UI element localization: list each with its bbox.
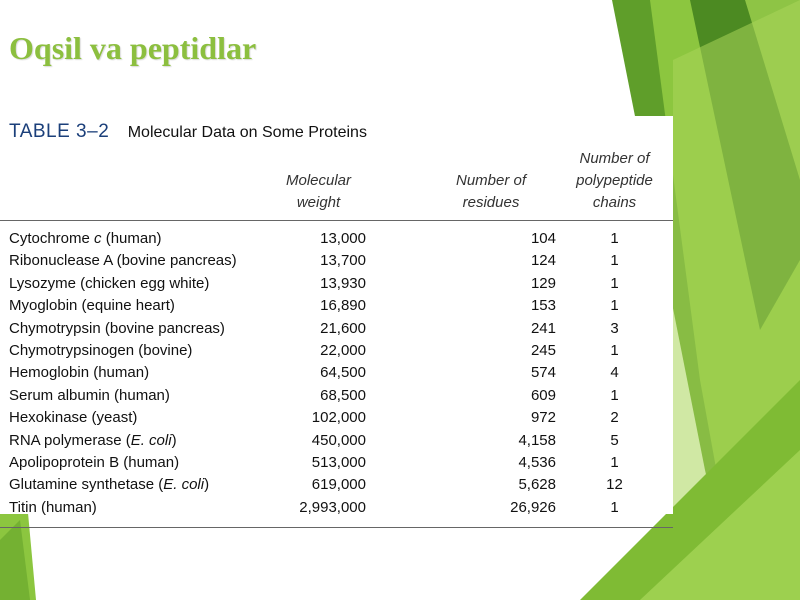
protein-name: Apolipoprotein B (human) <box>9 454 180 472</box>
molecular-weight-cell: 13,930 <box>320 274 366 292</box>
chains-cell: 1 <box>610 386 619 404</box>
table-header-row <box>0 144 673 221</box>
protein-name: Ribonuclease A (bovine pancreas) <box>9 252 237 270</box>
protein-name: Chymotrypsinogen (bovine) <box>9 342 193 360</box>
protein-name: Titin (human) <box>9 498 97 516</box>
residues-cell: 241 <box>530 319 556 337</box>
molecular-weight-cell: 619,000 <box>311 476 366 494</box>
column-header-line: Number of <box>455 172 527 189</box>
chains-cell: 2 <box>610 409 619 427</box>
column-header-line: Number of <box>579 150 650 167</box>
column-header-protein <box>0 144 271 221</box>
column-header-residues <box>366 144 556 221</box>
protein-name: Lysozyme (chicken egg white) <box>9 274 210 292</box>
residues-cell: 972 <box>530 409 556 427</box>
table-heading <box>9 121 367 143</box>
residues-cell: 104 <box>530 230 556 247</box>
protein-name: Cytochrome <box>9 230 95 247</box>
column-header-line: polypeptide chains <box>576 172 653 211</box>
slide-title: Oqsil va peptidlar <box>9 30 257 66</box>
protein-name-tail: (human) <box>101 230 162 247</box>
protein-name-cell <box>0 295 271 317</box>
protein-name-cell <box>0 407 271 429</box>
table-panel <box>0 116 673 514</box>
table-row <box>0 362 673 384</box>
protein-name: Myoglobin (equine heart) <box>9 297 175 315</box>
chains-cell: 1 <box>610 230 619 247</box>
chains-cell: 1 <box>556 497 673 528</box>
protein-name-italic: c <box>94 230 102 247</box>
molecular-weight-cell: 513,000 <box>311 454 366 472</box>
protein-name-cell <box>0 497 271 528</box>
molecular-weight-cell: 450,000 <box>311 431 366 449</box>
molecular-weight-cell: 22,000 <box>320 342 366 360</box>
table-number: TABLE 3–2 <box>9 121 110 142</box>
chains-cell: 12 <box>606 476 623 494</box>
protein-name: Serum albumin (human) <box>9 386 170 404</box>
protein-name-cell <box>0 318 271 340</box>
protein-name-cell <box>0 250 271 272</box>
molecular-weight-cell: 2,993,000 <box>271 497 366 528</box>
molecular-weight-cell: 68,500 <box>320 386 366 404</box>
table-row <box>0 407 673 429</box>
table-row <box>0 340 673 362</box>
chains-cell: 3 <box>610 319 619 337</box>
column-header-molecular-weight <box>271 144 366 221</box>
molecular-weight-cell: 13,000 <box>320 230 366 247</box>
molecular-weight-cell: 16,890 <box>320 297 366 315</box>
residues-cell: 5,628 <box>518 476 556 494</box>
table-row <box>0 273 673 295</box>
table-row <box>0 221 673 251</box>
column-header-line: residues <box>462 194 520 211</box>
table-row <box>0 295 673 317</box>
table-row <box>0 452 673 474</box>
residues-cell: 609 <box>530 386 556 404</box>
protein-name-italic: E. coli <box>130 431 172 449</box>
protein-name: Chymotrypsin (bovine pancreas) <box>9 319 225 337</box>
chains-cell: 1 <box>610 252 619 270</box>
molecular-weight-cell: 21,600 <box>320 319 366 337</box>
protein-name-tail: ) <box>171 431 177 449</box>
column-header-chains <box>556 144 673 221</box>
protein-name-cell <box>0 452 271 474</box>
residues-cell: 124 <box>530 252 556 270</box>
chains-cell: 5 <box>610 431 619 449</box>
protein-name-cell <box>0 430 271 452</box>
protein-name-cell <box>0 385 271 407</box>
protein-name-cell <box>0 362 271 384</box>
molecular-weight-cell: 102,000 <box>311 409 366 427</box>
table-row <box>0 474 673 496</box>
chains-cell: 1 <box>610 274 619 292</box>
protein-name: RNA polymerase ( <box>9 431 131 449</box>
table-caption: Molecular Data on Some Proteins <box>127 124 367 141</box>
protein-name: Hemoglobin (human) <box>9 364 150 382</box>
protein-name-cell <box>0 474 271 496</box>
chains-cell: 1 <box>610 342 619 360</box>
residues-cell: 4,158 <box>518 431 556 449</box>
chains-cell: 4 <box>610 364 619 382</box>
residues-cell: 153 <box>530 297 556 315</box>
table-row <box>0 430 673 452</box>
chains-cell: 1 <box>610 454 619 472</box>
table-body <box>0 221 673 528</box>
residues-cell: 4,536 <box>518 454 556 472</box>
table-row <box>0 385 673 407</box>
column-header-line: Molecular <box>285 172 352 189</box>
protein-name: Hexokinase (yeast) <box>9 409 138 427</box>
table-row <box>0 497 673 528</box>
protein-table <box>0 144 673 528</box>
residues-cell: 245 <box>530 342 556 360</box>
table-row <box>0 250 673 272</box>
protein-name-cell <box>0 273 271 295</box>
table-row <box>0 318 673 340</box>
residues-cell: 26,926 <box>366 497 556 528</box>
protein-name-italic: E. coli <box>163 476 205 494</box>
protein-name-tail: ) <box>204 476 210 494</box>
column-header-line: weight <box>296 194 341 211</box>
protein-name: Glutamine synthetase ( <box>9 476 164 494</box>
protein-name-cell <box>0 221 271 251</box>
molecular-weight-cell: 64,500 <box>320 364 366 382</box>
protein-name-cell <box>0 340 271 362</box>
chains-cell: 1 <box>610 297 619 315</box>
residues-cell: 129 <box>530 274 556 292</box>
residues-cell: 574 <box>530 364 556 382</box>
molecular-weight-cell: 13,700 <box>320 252 366 270</box>
